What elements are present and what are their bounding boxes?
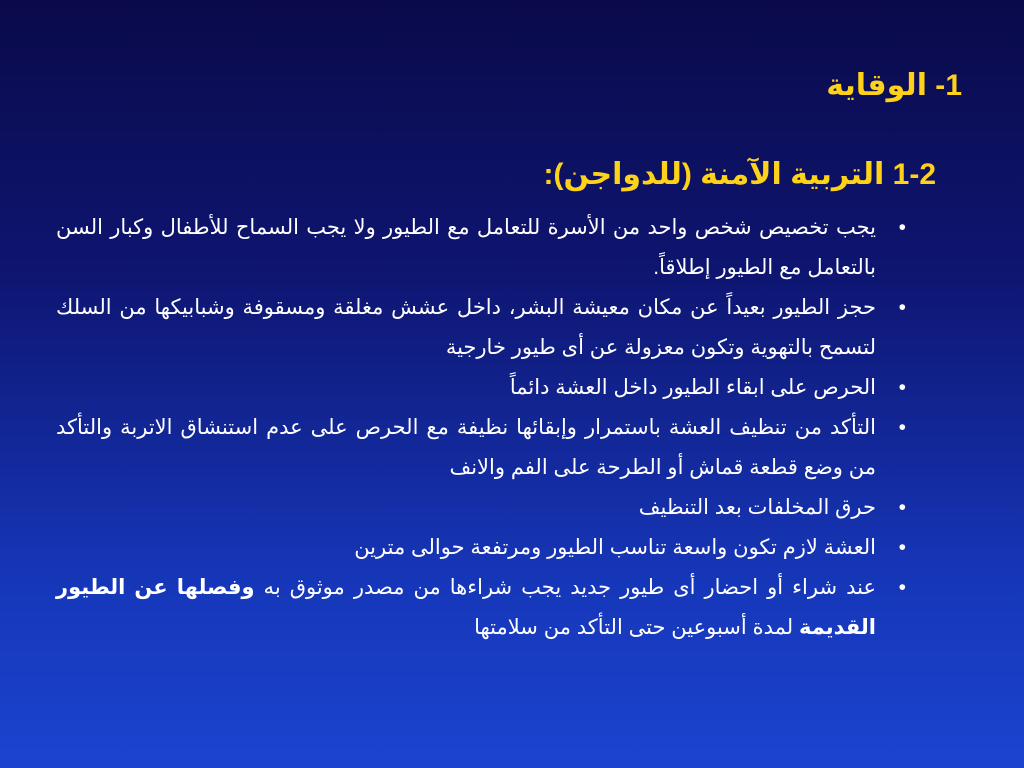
bullet-text: العشة لازم تكون واسعة تناسب الطيور ومرتفعة حوالى مترين — [354, 536, 876, 559]
list-item — [56, 288, 906, 368]
bullet-icon: • — [898, 376, 906, 399]
bullet-text: حجز الطيور بعيداً عن مكان معيشة البشر، داخل عشش مغلقة ومسقوفة وشبابيكها من السلك لتسمح بالتهوية وتكون معزولة عن أى طيور خارجية — [56, 296, 876, 359]
bullet-text: يجب تخصيص شخص واحد من الأسرة للتعامل مع الطيور ولا يجب السماح للأطفال وكبار السن بالتعامل مع الطيور إطلاقاً. — [56, 216, 876, 279]
bullet-icon: • — [898, 496, 906, 519]
list-item — [56, 528, 906, 568]
list-item — [56, 488, 906, 528]
list-item — [56, 208, 906, 288]
slide-subtitle: 1-2 التربية الآمنة (للدواجن): — [543, 158, 936, 191]
list-item — [56, 368, 906, 408]
bullet-text-start: عند شراء أو احضار أى طيور جديد يجب شراءها من مصدر موثوق به — [254, 576, 876, 599]
bullet-text: التأكد من تنظيف العشة باستمرار وإبقائها نظيفة مع الحرص على عدم استنشاق الاتربة والتأكد من وضع قطعة قماش أو الطرحة على الفم والانف — [56, 416, 876, 479]
bullet-text: الحرص على ابقاء الطيور داخل العشة دائماً — [509, 376, 876, 399]
list-item — [56, 408, 906, 488]
bullet-icon: • — [898, 576, 906, 599]
bullet-icon: • — [898, 296, 906, 319]
bullet-text: حرق المخلفات بعد التنظيف — [638, 496, 876, 519]
slide-title: 1- الوقاية — [826, 69, 962, 102]
bullet-text-bold: وفصلها عن الطيور القديمة — [56, 576, 876, 639]
bullet-icon: • — [898, 216, 906, 239]
list-item — [56, 568, 906, 648]
bullet-text-end: لمدة أسبوعين حتى التأكد من سلامتها — [474, 616, 799, 639]
bullet-icon: • — [898, 416, 906, 439]
bullet-list — [56, 208, 906, 648]
bullet-icon: • — [898, 536, 906, 559]
